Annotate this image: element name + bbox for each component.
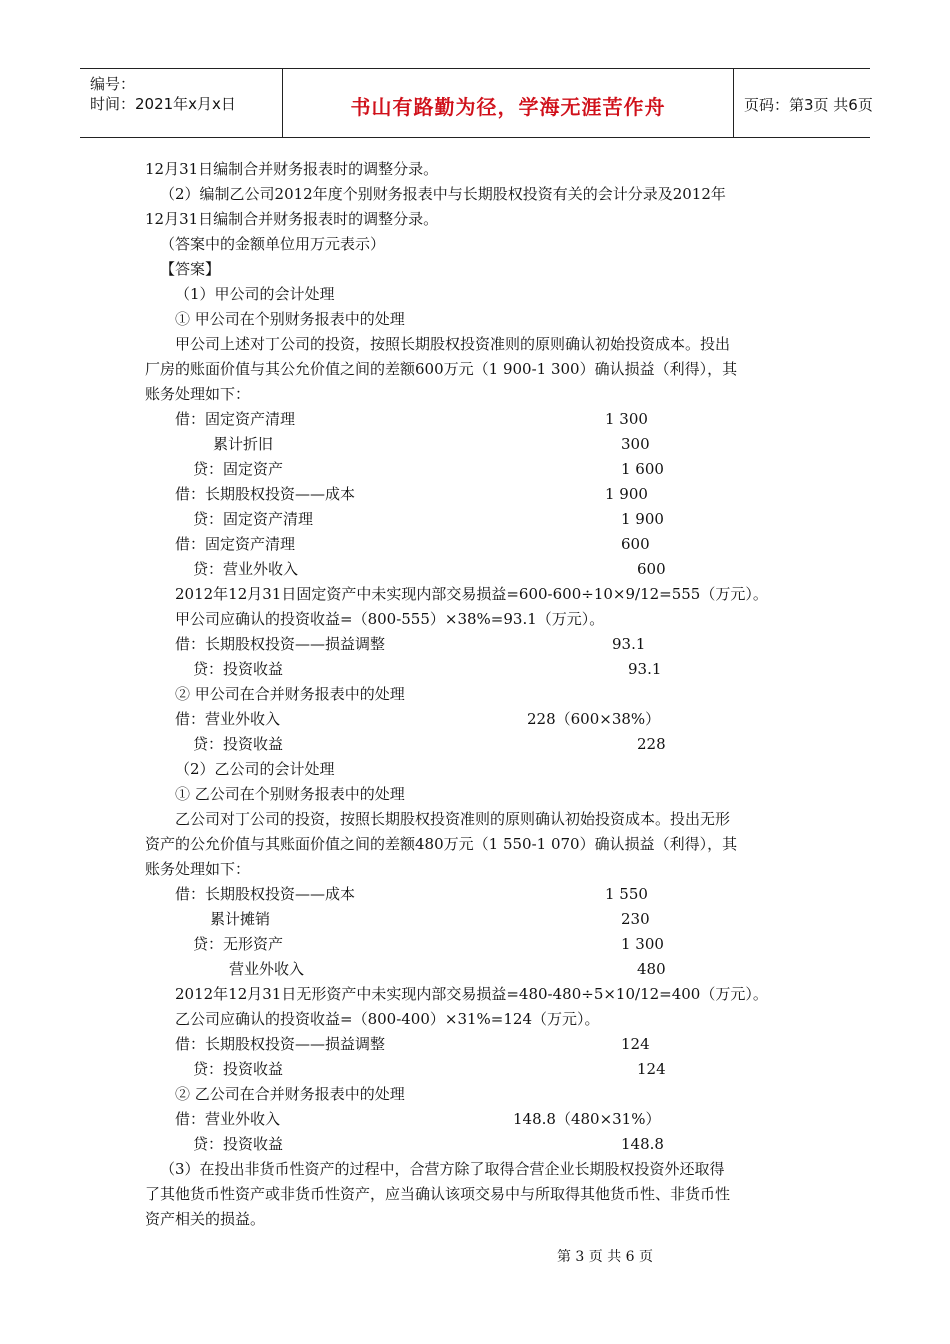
entry-amount: 230 <box>621 910 650 928</box>
entry-amount: 600 <box>637 560 666 578</box>
entry-label: 借：固定资产清理 <box>175 535 296 553</box>
text-line: 甲公司上述对丁公司的投资，按照长期股权投资准则的原则确认初始投资成本。投出 <box>175 335 731 353</box>
entry-label: 累计折旧 <box>213 435 274 453</box>
page-code: 页码：第3页 共6页 <box>744 96 873 114</box>
text-line: 乙公司应确认的投资收益=（800-400）×31%=124（万元）。 <box>175 1010 600 1028</box>
text-line: 12月31日编制合并财务报表时的调整分录。 <box>145 210 439 228</box>
document-code-label: 编号： <box>90 75 136 93</box>
text-line: 了其他货币性资产或非货币性资产，应当确认该项交易中与所取得其他货币性、非货币性 <box>145 1185 731 1203</box>
text-line: （答案中的金额单位用万元表示） <box>160 235 386 253</box>
text-line: 乙公司对丁公司的投资，按照长期股权投资准则的原则确认初始投资成本。投出无形 <box>175 810 731 828</box>
motto: 书山有路勤为径，学海无涯苦作舟 <box>350 95 666 119</box>
entry-amount: 1 900 <box>605 485 648 503</box>
entry-amount: 1 900 <box>621 510 664 528</box>
header-left-cell <box>80 69 282 137</box>
entry-amount: 1 300 <box>605 410 648 428</box>
entry-label: 贷：固定资产清理 <box>193 510 314 528</box>
entry-label: 借：固定资产清理 <box>175 410 296 428</box>
text-line: ① 甲公司在个别财务报表中的处理 <box>175 310 405 328</box>
text-line: ② 乙公司在合并财务报表中的处理 <box>175 1085 405 1103</box>
entry-label: 贷：无形资产 <box>193 935 284 953</box>
entry-label: 贷：投资收益 <box>193 735 284 753</box>
text-line: （2）乙公司的会计处理 <box>175 760 335 778</box>
header-motto-cell <box>282 69 734 137</box>
text-line: 资产的公允价值与其账面价值之间的差额480万元（1 550-1 070）确认损益（利得），其 <box>145 835 738 853</box>
entry-label: 借：长期股权投资——损益调整 <box>175 635 386 653</box>
entry-label: 营业外收入 <box>229 960 305 978</box>
text-line: （1）甲公司的会计处理 <box>175 285 335 303</box>
entry-label: 借：营业外收入 <box>175 1110 281 1128</box>
entry-label: 借：长期股权投资——成本 <box>175 885 356 903</box>
page-header <box>80 68 873 138</box>
entry-amount: 1 300 <box>621 935 664 953</box>
text-line: 厂房的账面价值与其公允价值之间的差额600万元（1 900-1 300）确认损益（利得），其 <box>145 360 738 378</box>
entry-amount: 1 550 <box>605 885 648 903</box>
entry-amount: 228（600×38%） <box>527 710 661 728</box>
entry-amount: 1 600 <box>621 460 664 478</box>
text-line: ② 甲公司在合并财务报表中的处理 <box>175 685 405 703</box>
text-line: 甲公司应确认的投资收益=（800-555）×38%=93.1（万元）。 <box>175 610 605 628</box>
entry-label: 借：营业外收入 <box>175 710 281 728</box>
entry-amount: 93.1 <box>612 635 646 653</box>
text-line: （3）在投出非货币性资产的过程中，合营方除了取得合营企业长期股权投资外还取得 <box>160 1160 725 1178</box>
date-label: 时间：2021年x月x日 <box>90 95 236 113</box>
text-line: 账务处理如下： <box>145 385 251 403</box>
entry-label: 贷：固定资产 <box>193 460 284 478</box>
text-line: 2012年12月31日固定资产中未实现内部交易损益=600-600÷10×9/12=555（万元）。 <box>175 585 768 603</box>
entry-amount: 600 <box>621 535 650 553</box>
text-line: 【答案】 <box>160 260 221 278</box>
entry-amount: 148.8（480×31%） <box>513 1110 661 1128</box>
text-line: 账务处理如下： <box>145 860 251 878</box>
entry-label: 贷：投资收益 <box>193 660 284 678</box>
entry-amount: 300 <box>621 435 650 453</box>
entry-label: 贷：投资收益 <box>193 1060 284 1078</box>
entry-label: 累计摊销 <box>210 910 271 928</box>
text-line: 12月31日编制合并财务报表时的调整分录。 <box>145 160 439 178</box>
entry-amount: 124 <box>621 1035 650 1053</box>
entry-amount: 228 <box>637 735 666 753</box>
entry-amount: 93.1 <box>628 660 662 678</box>
text-line: ① 乙公司在个别财务报表中的处理 <box>175 785 405 803</box>
entry-amount: 124 <box>637 1060 666 1078</box>
text-line: 2012年12月31日无形资产中未实现内部交易损益=480-480÷5×10/12=400（万元）。 <box>175 985 768 1003</box>
text-line: （2）编制乙公司2012年度个别财务报表中与长期股权投资有关的会计分录及2012年 <box>160 185 726 203</box>
text-line: 资产相关的损益。 <box>145 1210 266 1228</box>
header-right-cell <box>734 69 873 137</box>
entry-amount: 148.8 <box>621 1135 664 1153</box>
entry-label: 贷：投资收益 <box>193 1135 284 1153</box>
entry-label: 贷：营业外收入 <box>193 560 299 578</box>
entry-label: 借：长期股权投资——成本 <box>175 485 356 503</box>
page-footer: 第 3 页 共 6 页 <box>556 1249 654 1265</box>
entry-label: 借：长期股权投资——损益调整 <box>175 1035 386 1053</box>
entry-amount: 480 <box>637 960 666 978</box>
